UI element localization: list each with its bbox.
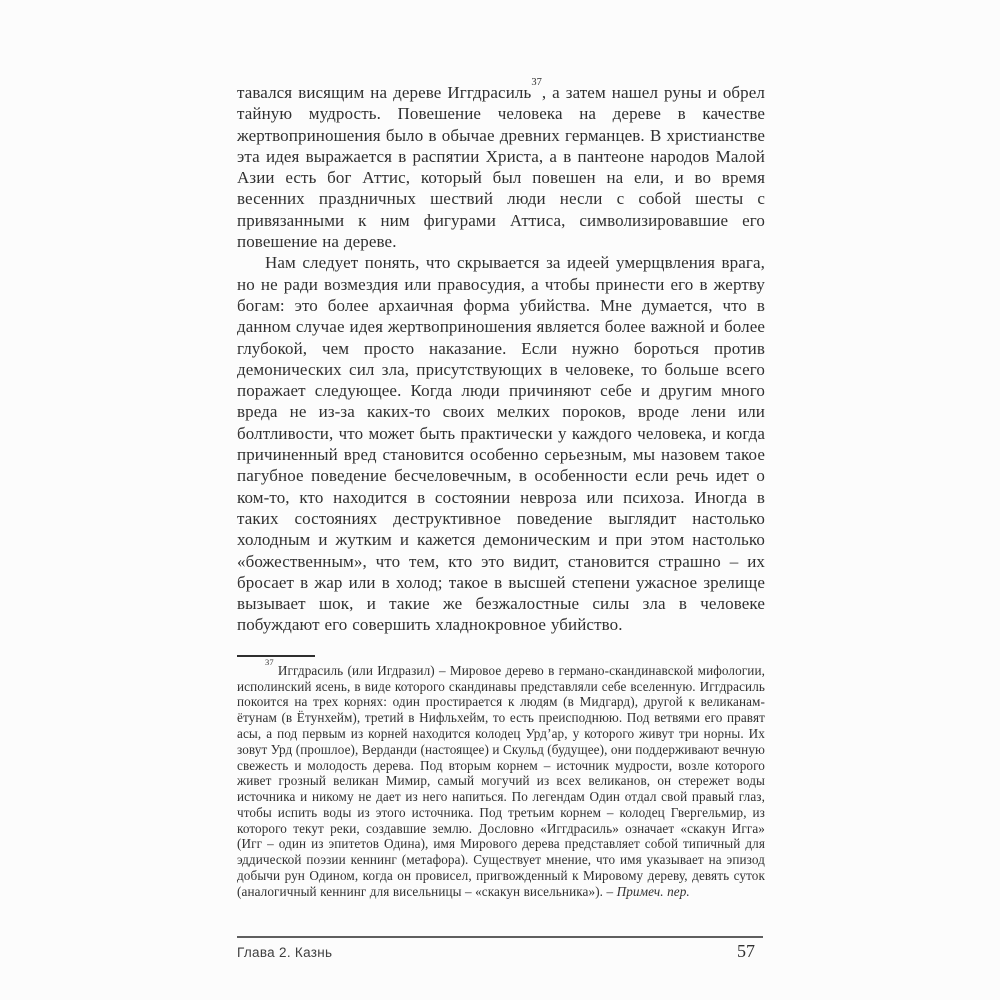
text-column — [237, 77, 765, 900]
footnote-text: Иггдрасиль (или Игдразил) – Мировое дерево в германо-скандинавской мифологии, исполинский ясень, в виде которого скандинавы представляли себе вселенную. Иггдрасиль покоится на трех корнях: один простирается к людям (в Мидгард), другой к великанам-ётунам (в Ётунхейм), третий в Нифльхейм, то есть преисподнюю. Под ветвями его правят асы, а под первым из корней находится колодец Урд’ар, у которого живут три норны. Их зовут Урд (прошлое), Верданди (настоящее) и Скульд (будущее), они поддерживают вечную свежесть и молодость дерева. Под вторым корнем – источник мудрости, возле которого живет грозный великан Мимир, самый могучий из всех великанов, он стережет воды источника и никому не дает из него напиться. По легендам Один отдал свой правый глаз, чтобы испить воды из этого источника. Под третьим корнем – колодец Гвергельмир, из которого текут реки, создавшие землю. Дословно «Иггдрасиль» означает «скакун Игга» (Игг – один из эпитетов Одина), имя Мирового дерева представляет собой типичный для эддической поэзии кеннинг (метафора). Существует мнение, что имя указывает на эпизод добычи рун Одином, когда он провисел, пригвожденный к Мировому дереву, девять суток (аналогичный кеннинг для висельницы – «скакун висельника»). – — [237, 662, 765, 899]
footer-rule — [237, 936, 763, 938]
page-footer — [237, 941, 763, 962]
paragraph-text: тавался висящим на дереве Иггдрасиль — [237, 83, 532, 102]
footnote-reference-37: 37 — [531, 77, 542, 89]
footnote-translator-note: Примеч. пер. — [616, 883, 690, 899]
body-paragraph-continued — [237, 77, 765, 252]
footnote — [237, 657, 765, 900]
running-title: Глава 2. Казнь — [237, 945, 333, 960]
footnote-separator-rule — [237, 655, 315, 657]
footnote-marker-37: 37 — [265, 657, 274, 668]
body-paragraph: Нам следует понять, что скрывается за идеей умерщвления врага, но не ради возмездия или правосудия, а чтобы принести его в жертву богам: это более архаичная форма убийства. Мне думается, что в данном случае идея жертвоприношения является более важной и более глубокой, чем просто наказание. Если нужно бороться против демонических сил зла, присутствующих в человеке, то больше всего поражает следующее. Когда люди причиняют себе и другим много вреда не из-за каких-то своих мелких пороков, вроде лени или болтливости, что может быть практически у каждого человека, и когда причиненный вред становится особенно серьезным, мы назовем такое пагубное поведение бесчеловечным, в особенности если речь идет о ком-то, кто находится в состоянии невроза или психоза. Иногда в таких состояниях деструктивное поведение выглядит настолько холодным и жутким и кажется демоническим и при этом настолько «божественным», что тем, кто это видит, становится страшно – их бросает в жар или в холод; такое в высшей степени ужасное зрелище вызывает шок, и такие же безжалостные силы зла в человеке побуждают его совершить хладнокровное убийство. — [237, 253, 765, 635]
paragraph-text: , а затем нашел руны и обрел тайную мудрость. Повешение человека на дереве в качестве жертвоприношения было в обычае древних германцев. В христианстве эта идея выражается в распятии Христа, а в пантеоне народов Малой Азии есть бог Аттис, который был повешен на ели, и во время весенних праздничных шествий люди несли с собой шесты с привязанными к ним фигурами Аттиса, символизировавшие его повешение на дереве. — [237, 83, 765, 252]
page-number: 57 — [737, 941, 755, 961]
